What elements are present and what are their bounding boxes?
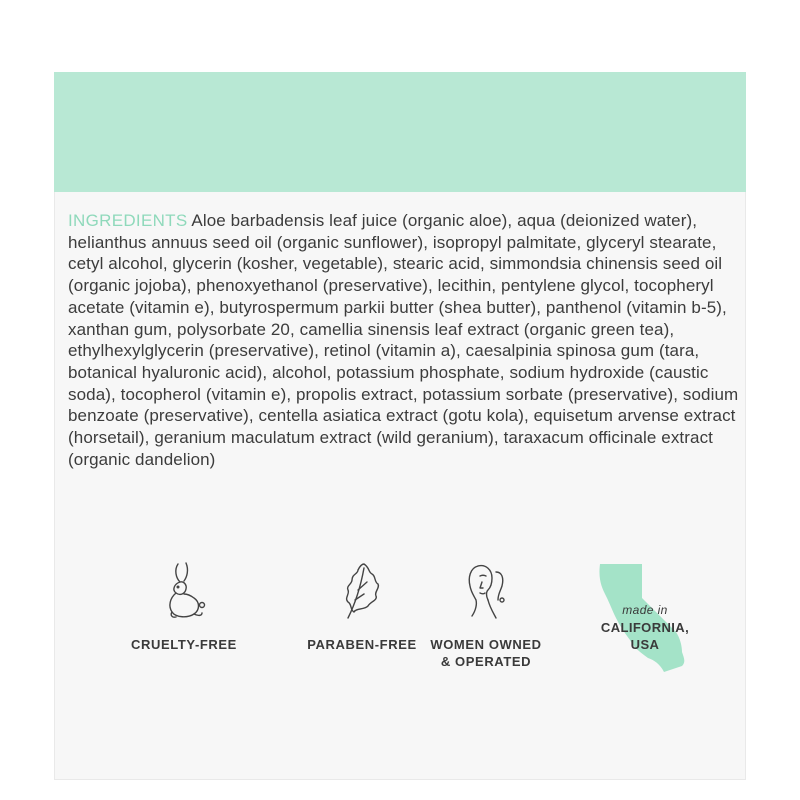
made-in-line2: USA bbox=[630, 637, 660, 652]
woman-face-icon bbox=[458, 560, 514, 622]
ingredients-list: Aloe barbadensis leaf juice (organic aloe), aqua (deionized water), helianthus annuus seed oil (organic sunflower), isopropyl palmitate, glyceryl stearate, cetyl alcohol, glycerin (kosher, vegetable), stearic acid, simmondsia chinensis seed oil (organic jojoba), phenoxyethanol (preservative), lecithin, pentylene glycol, tocopheryl acetate (vitamin e), butyrospermum parkii butter (shea butter), panthenol (vitamin b-5), xanthan gum, polysorbate 20, camellia sinensis leaf extract (organic green tea), ethylhexylglycerin (preservative), retinol (vitamin a), caesalpinia spinosa gum (tara, botanical hyaluronic acid), alcohol, potassium phosphate, sodium hydroxide (caustic soda), tocopherol (vitamin e), propolis extract, potassium sorbate (preservative), sodium benzoate (preservative), centella asiatica extract (gotu kola), equisetum arvense extract (horsetail), geranium maculatum extract (wild geranium), taraxacum officinale extract (organic dandelion) bbox=[68, 211, 739, 469]
ingredients-heading: INGREDIENTS bbox=[68, 211, 188, 230]
made-in-text bbox=[590, 602, 700, 653]
made-in-script: made in bbox=[622, 603, 668, 617]
rabbit-icon bbox=[156, 560, 212, 622]
badge-made-in-california bbox=[590, 560, 700, 680]
made-in-line1: CALIFORNIA, bbox=[600, 620, 690, 635]
badge-label-women-owned bbox=[406, 636, 566, 670]
badge-label-paraben-free: PARABEN-FREE bbox=[307, 637, 417, 652]
ingredients-paragraph bbox=[68, 210, 748, 470]
badge-cruelty-free bbox=[104, 560, 264, 653]
badge-label-line1: WOMEN OWNED bbox=[430, 637, 542, 652]
top-color-band bbox=[54, 72, 746, 192]
leaf-icon bbox=[334, 560, 390, 622]
badge-label-cruelty-free: CRUELTY-FREE bbox=[131, 637, 237, 652]
badge-label-line2: & OPERATED bbox=[440, 654, 532, 669]
badge-women-owned bbox=[406, 560, 566, 670]
